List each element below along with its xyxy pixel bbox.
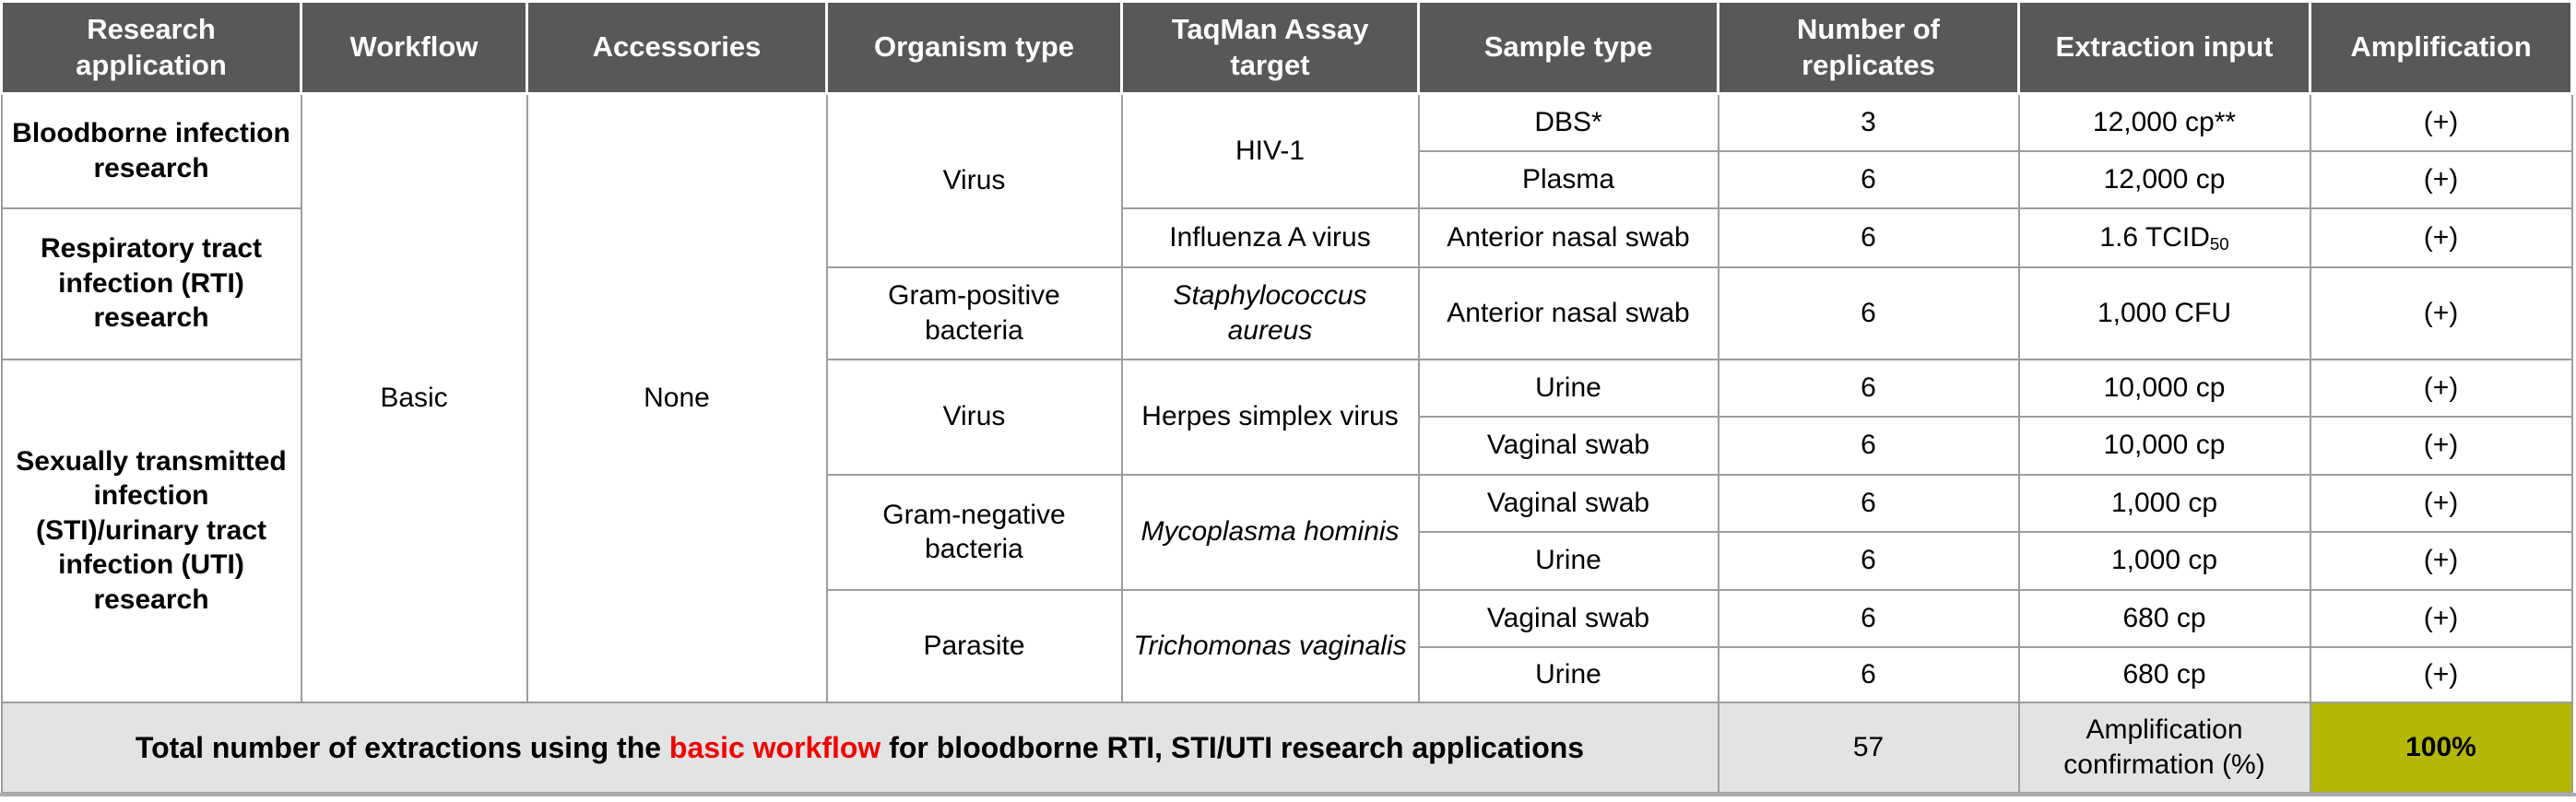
- cell-extraction-input: 680 cp: [2019, 647, 2310, 702]
- cell-sample-type: Urine: [1419, 360, 1719, 417]
- cell-amplification-confirmation-label: Amplification confirmation (%): [2019, 702, 2310, 793]
- header-row: [2, 2, 2572, 94]
- cell-extraction-input: 12,000 cp: [2019, 151, 2310, 208]
- cell-extraction-input: 680 cp: [2019, 590, 2310, 647]
- cell-workflow: Basic: [301, 94, 527, 702]
- cell-sample-type: Urine: [1419, 647, 1719, 702]
- cell-sample-type: Vaginal swab: [1419, 417, 1719, 475]
- cell-sample-type: Plasma: [1419, 151, 1719, 208]
- cell-replicates: 6: [1719, 417, 2019, 475]
- cell-amplification: (+): [2310, 532, 2572, 590]
- cell-amplification: (+): [2310, 94, 2572, 151]
- header-accessories: Accessories: [527, 2, 827, 94]
- cell-replicates: 6: [1719, 647, 2019, 702]
- table-row: [2, 94, 2572, 151]
- cell-application-bloodborne: Bloodborne infection research: [2, 94, 301, 208]
- bottom-divider: [0, 793, 2576, 796]
- extraction-input-text: 1.6 TCID: [2099, 221, 2210, 253]
- total-row: [2, 702, 2572, 793]
- cell-organism-parasite: Parasite: [827, 590, 1122, 702]
- cell-extraction-input: 12,000 cp**: [2019, 94, 2310, 151]
- cell-amplification: (+): [2310, 590, 2572, 647]
- cell-sample-type: Anterior nasal swab: [1419, 267, 1719, 360]
- header-number-of-replicates: Number of replicates: [1719, 2, 2019, 94]
- cell-replicates: 3: [1719, 94, 2019, 151]
- cell-replicates: 6: [1719, 475, 2019, 532]
- cell-extraction-input: 10,000 cp: [2019, 417, 2310, 475]
- cell-target-trichomonas: Trichomonas vaginalis: [1122, 590, 1419, 702]
- header-workflow: Workflow: [301, 2, 527, 94]
- extraction-input-subscript: 50: [2209, 234, 2229, 254]
- cell-organism-gram-negative: Gram-negative bacteria: [827, 475, 1122, 590]
- cell-extraction-input: 1,000 cp: [2019, 532, 2310, 590]
- cell-replicates: 6: [1719, 267, 2019, 360]
- cell-sample-type: Urine: [1419, 532, 1719, 590]
- cell-replicates: 6: [1719, 360, 2019, 417]
- cell-amplification: (+): [2310, 360, 2572, 417]
- cell-organism-virus-sti: Virus: [827, 360, 1122, 475]
- cell-amplification: (+): [2310, 208, 2572, 267]
- cell-target-influenza: Influenza A virus: [1122, 208, 1419, 267]
- cell-amplification: (+): [2310, 267, 2572, 360]
- total-label: [2, 702, 1719, 793]
- header-amplification: Amplification: [2310, 2, 2572, 94]
- cell-replicates: 6: [1719, 208, 2019, 267]
- cell-target-staphylococcus: Staphylococcus aureus: [1122, 267, 1419, 360]
- header-extraction-input: Extraction input: [2019, 2, 2310, 94]
- cell-extraction-input: 10,000 cp: [2019, 360, 2310, 417]
- cell-application-rti: Respiratory tract infection (RTI) research: [2, 208, 301, 360]
- cell-extraction-input: 1,000 CFU: [2019, 267, 2310, 360]
- cell-accessories: None: [527, 94, 827, 702]
- cell-target-hiv1: HIV-1: [1122, 94, 1419, 208]
- total-label-suffix: for bloodborne RTI, STI/UTI research applications: [880, 730, 1585, 764]
- cell-replicates: 6: [1719, 151, 2019, 208]
- cell-total-replicates: 57: [1719, 702, 2019, 793]
- cell-sample-type: Anterior nasal swab: [1419, 208, 1719, 267]
- cell-amplification: (+): [2310, 151, 2572, 208]
- cell-extraction-input: 1,000 cp: [2019, 475, 2310, 532]
- cell-amplification: (+): [2310, 647, 2572, 702]
- cell-sample-type: Vaginal swab: [1419, 475, 1719, 532]
- header-taqman-assay-target: TaqMan Assay target: [1122, 2, 1419, 94]
- cell-application-sti-uti: Sexually transmitted infection (STI)/urinary tract infection (UTI) research: [2, 360, 301, 702]
- cell-amplification: (+): [2310, 417, 2572, 475]
- cell-target-mycoplasma: Mycoplasma hominis: [1122, 475, 1419, 590]
- total-label-prefix: Total number of extractions using the: [135, 730, 669, 764]
- header-organism-type: Organism type: [827, 2, 1122, 94]
- total-label-highlight: basic workflow: [668, 730, 881, 764]
- cell-organism-virus-bloodborne: Virus: [827, 94, 1122, 267]
- cell-amplification: (+): [2310, 475, 2572, 532]
- cell-organism-gram-positive: Gram-positive bacteria: [827, 267, 1122, 360]
- header-research-application: Research application: [2, 2, 301, 94]
- cell-sample-type: Vaginal swab: [1419, 590, 1719, 647]
- cell-extraction-input: [2019, 208, 2310, 267]
- cell-replicates: 6: [1719, 590, 2019, 647]
- cell-replicates: 6: [1719, 532, 2019, 590]
- cell-sample-type: DBS*: [1419, 94, 1719, 151]
- cell-target-herpes: Herpes simplex virus: [1122, 360, 1419, 475]
- header-sample-type: Sample type: [1419, 2, 1719, 94]
- cell-amplification-confirmation-value: 100%: [2310, 702, 2572, 793]
